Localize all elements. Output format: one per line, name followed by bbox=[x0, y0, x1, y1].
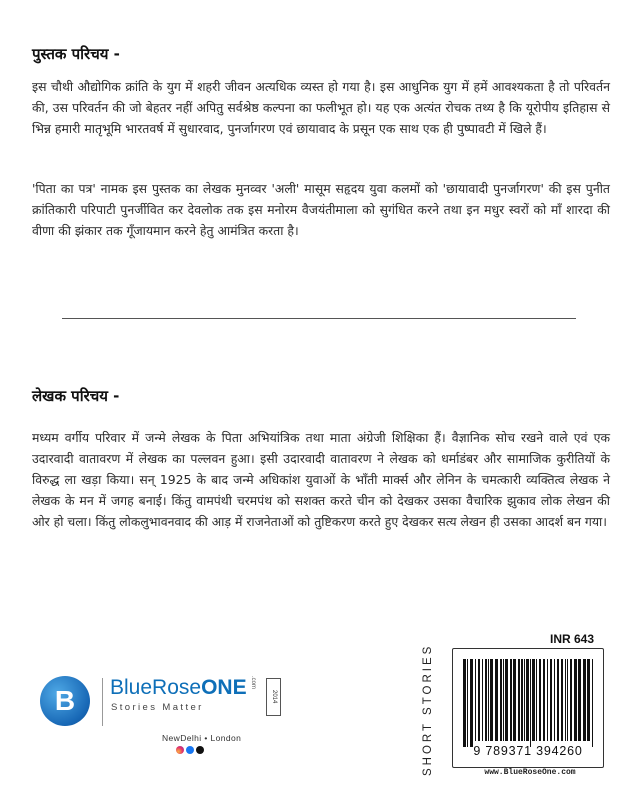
barcode-bar bbox=[513, 659, 516, 741]
barcode-bar bbox=[532, 659, 535, 741]
barcode-bar bbox=[587, 659, 590, 741]
barcode-bar bbox=[495, 659, 498, 741]
barcode-bar bbox=[505, 659, 508, 741]
author-intro-heading: लेखक परिचय - bbox=[32, 387, 120, 405]
facebook-icon bbox=[186, 746, 194, 754]
barcode-bar bbox=[554, 659, 555, 741]
barcode-bar bbox=[526, 659, 529, 741]
publisher-logo-divider bbox=[102, 678, 103, 726]
barcode-url: www.BlueRoseOne.com bbox=[484, 768, 576, 777]
barcode-bar bbox=[539, 659, 541, 741]
barcode-bar bbox=[543, 659, 545, 741]
barcode-bar bbox=[592, 659, 593, 747]
barcode-bar bbox=[500, 659, 502, 741]
barcode-bar bbox=[547, 659, 548, 741]
barcode-bar bbox=[561, 659, 563, 741]
barcode-bar bbox=[482, 659, 483, 741]
publisher-domain: .com bbox=[250, 676, 256, 690]
barcode-bar bbox=[574, 659, 577, 741]
barcode-bar bbox=[570, 659, 572, 741]
book-intro-paragraph-2: 'पिता का पत्र' नामक इस पुस्तक का लेखक मुनव्वर 'अली' मासूम सहृदय युवा कलमों को 'छायावादी पुनर्जागरण' की इस पुनीत क्रांतिकारी परिपाटी पुनर्जीवित कर देवलोक तक इस मनोरम वैजयंतीमाला को सुगंधित करने तथा इन मधुर स्वरों को माँ शारदा की वीणा की झंकार तक गूँजायमान करने हेतु आमंत्रित करता है। bbox=[32, 181, 610, 238]
publisher-year-box: 2014 bbox=[266, 678, 281, 716]
barcode-bar bbox=[536, 659, 537, 741]
publisher-cities: NewDelhi • London bbox=[162, 733, 242, 743]
publisher-logo-letter: B bbox=[54, 685, 76, 716]
barcode-bar bbox=[490, 659, 493, 741]
x-icon bbox=[196, 746, 204, 754]
publisher-logo bbox=[40, 660, 290, 780]
barcode-bar bbox=[567, 659, 568, 741]
genre-label: SHORT STORIES bbox=[422, 643, 434, 777]
price-label: INR 643 bbox=[550, 632, 595, 646]
section-divider bbox=[62, 318, 576, 319]
barcode-bar bbox=[524, 659, 525, 741]
barcode-bar bbox=[470, 659, 473, 747]
barcode-bar bbox=[503, 659, 504, 741]
barcode-bar bbox=[550, 659, 552, 741]
barcode-digits: 9 789371 394260 bbox=[473, 744, 583, 758]
book-intro-heading: पुस्तक परिचय - bbox=[32, 45, 120, 63]
barcode-bar bbox=[488, 659, 489, 741]
publisher-name bbox=[110, 676, 247, 700]
instagram-icon bbox=[176, 746, 184, 754]
barcode-bar bbox=[467, 659, 468, 747]
barcode-bar bbox=[521, 659, 523, 741]
publisher-name-part1: BlueRose bbox=[110, 676, 202, 699]
barcode-bar bbox=[478, 659, 480, 741]
barcode-bar bbox=[518, 659, 520, 741]
barcode-bar bbox=[557, 659, 559, 741]
publisher-tagline: Stories Matter bbox=[111, 702, 204, 713]
barcode-bar bbox=[463, 659, 466, 747]
barcode-bar bbox=[530, 659, 531, 747]
publisher-name-part2: ONE bbox=[201, 676, 247, 699]
barcode-bar bbox=[475, 659, 476, 741]
barcode-bar bbox=[510, 659, 512, 741]
barcode-bar bbox=[485, 659, 487, 741]
barcode-bar bbox=[565, 659, 566, 741]
barcode-bar bbox=[578, 659, 581, 741]
author-intro-paragraph: मध्यम वर्गीय परिवार में जन्मे लेखक के पिता अभियांत्रिक तथा माता अंग्रेजी शिक्षिका हैं। वैज्ञानिक सोच रखने वाले एवं एक उदारवादी वातावरण में लेखक का पल्लवन हुआ। इसी उदारवादी वातावरण ने लेखक को धर्माडंबर और सामाजिक कुरीतियों के विरुद्ध ला खड़ा किया। सन् 1925 के बाद जन्मे अधिकांश युवाओं के भाँती मार्क्स और लेनिन के चमत्कारी व्यक्तित्व लेखक ने लेखक के मन में जगह बनाई। किंतु वामपंथी चरमपंथ को सशक्त करते चीन को देखकर उसका वैचारिक झुकाव लोक लेखन की ओर हो चला। किंतु लोकलुभावनवाद की आड़ में राजनेताओं को तुष्टिकरण करते हुए देखकर सत्य लेखन ही उसका आदर्श बन गया। bbox=[32, 430, 610, 529]
barcode-bar bbox=[583, 659, 586, 741]
book-intro-paragraph-1: इस चौथी औद्योगिक क्रांति के युग में शहरी जीवन अत्यधिक व्यस्त हो गया है। इस आधुनिक युग में हमें आवश्यकता है तो परिवर्तन की, उस परिवर्तन की जो बेहतर नहीं अपितु सर्वश्रेष्ठ कल्पना का फलीभूत हो। यह एक अत्यंत रोचक तथ्य है कि यूरोपीय इतिहास से भिन्न हमारी मातृभूमि भारतवर्ष में सुधारवाद, पुनर्जागरण एवं छायावाद के प्रसून एक साथ एक ही पुष्पावटी में खिले हैं। bbox=[32, 79, 610, 136]
